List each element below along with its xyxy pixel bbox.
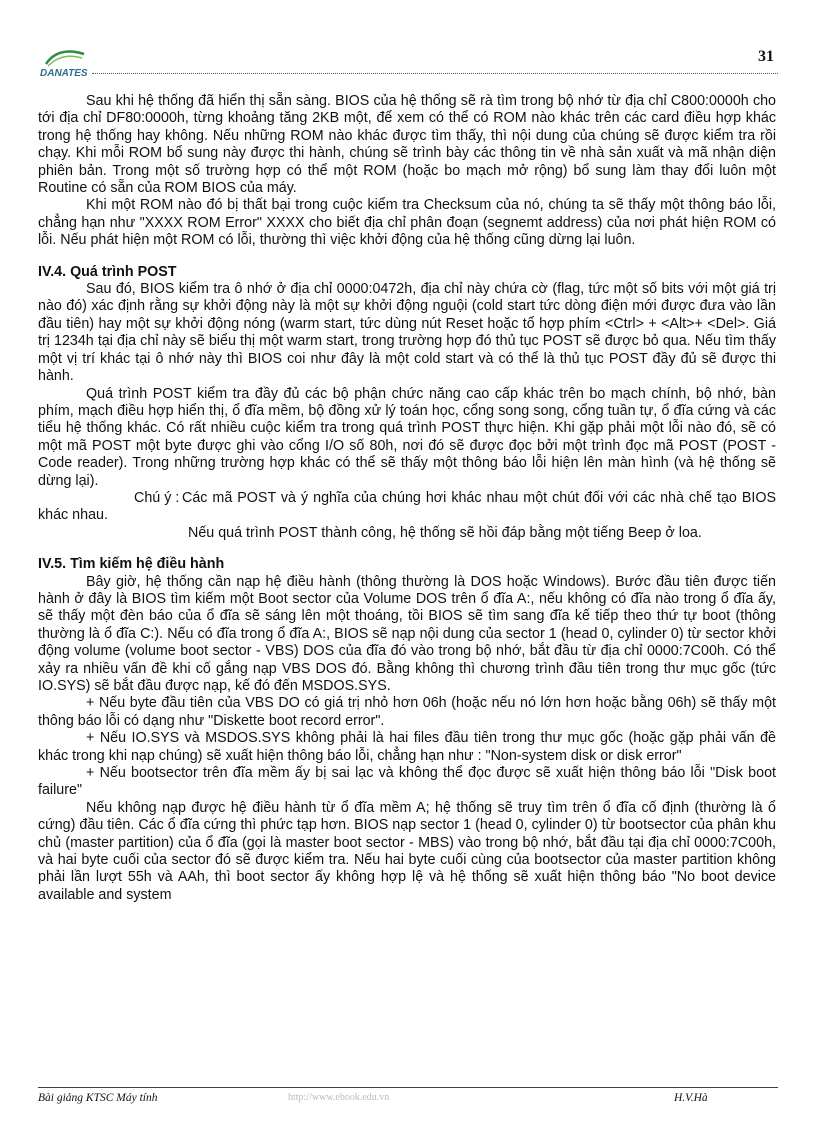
os-search-paragraph-1: Bây giờ, hệ thống cần nạp hệ điều hành (thông thường là DOS hoặc Windows). Bước đầu tiên được tiến hành ở đây là BIOS tìm kiếm một Boot sector của Volume DOS trên ổ đĩa A:, nếu không có đĩa nào trong ổ đĩa ấy, sẽ thấy một đèn báo của ổ đĩa sẽ sáng lên một thoáng, tồi BIOS sẽ tìm sang đĩa kế tiếp theo thứ tự boot (thông thường là ổ đĩa C:). Nếu có đĩa trong ổ đĩa A:, BIOS sẽ nạp nội dung của sector 1 (head 0, cylinder 0) từ sector khởi động volume (volume boot sector - VBS) DOS của đĩa đó vào trong bộ nhớ, bắt đầu từ địa chỉ 0000:7C00h. Có thể xảy ra nhiều vấn đề khi cố gắng nạp VBS DOS đó. Bằng không thì chương trình đầu tiên trong thư mục gốc (tức IO.SYS) sẽ bắt đầu được nạp, kế đó đến MSDOS.SYS. [38,573,776,694]
intro-paragraph-1: Sau khi hệ thống đã hiển thị sẵn sàng. BIOS của hệ thống sẽ rà tìm trong bộ nhớ từ địa chỉ C800:0000h cho tới địa chỉ DF80:0000h, từng khoảng tăng 2KB một, để xem có thể có ROM nào khác trên các card điều hợp khác trong hệ thống hay không. Nếu những ROM nào khác được tìm thấy, thì nội dung của chúng sẽ được kiểm tra rồi chạy. Khi mỗi ROM bổ sung này được thi hành, chúng sẽ trình bày các thông tin về nhà sản xuất và mã nhận diện phiên bản. Trong một số trường hợp có thể một ROM (hoặc bo mạch mở rộng) bổ sung làm thay đổi luôn một Routine có sẵn của ROM BIOS của máy. [38,93,776,197]
post-note-2: Nếu quá trình POST thành công, hệ thống sẽ hồi đáp bằng một tiếng Beep ở loa. [188,524,702,541]
section-heading-post: IV.4. Quá trình POST [38,263,177,280]
intro-paragraph-2: Khi một ROM nào đó bị thất bại trong cuộc kiểm tra Checksum của nó, chúng ta sẽ thấy một thông báo lỗi, chẳng hạn như "XXXX ROM Error" XXXX cho biết địa chỉ phân đoạn (segnemt address) của nơi phát hiện ROM có lỗi. Nếu phát hiện một ROM có lỗi, thường thì việc khởi động của hệ thống cũng dừng lại luôn. [38,197,776,249]
header-divider [92,73,778,74]
os-search-paragraph-2: Nếu không nạp được hệ điều hành từ ổ đĩa mềm A; hệ thống sẽ truy tìm trên ổ đĩa cố định (thường là ổ cứng) đầu tiên. Các ổ đĩa cứng thì phức tạp hơn. BIOS nạp sector 1 (head 0, cylinder 0) từ bootsector của phân khu chủ (master partition) của ổ đĩa (gọi là master boot sector - MBS) vào trong bộ nhớ, bắt đầu tại địa chỉ 0000:7C00h, và hai byte cuối của sector đó sẽ được kiểm tra. Nếu hai byte cuối cùng của bootsector của master partition không phải lần lượt 55h và AAh, thì boot sector ấy không hợp lệ và hệ thống sẽ xuất hiện thông báo "No boot device available and system [38,799,776,903]
section-heading-os-search: IV.5. Tìm kiếm hệ điều hành [38,556,225,573]
page-footer [38,1092,776,1108]
note-label: Chú ý : [134,489,180,506]
footer-divider [38,1087,778,1088]
footer-author: H.V.Hà [674,1092,708,1104]
post-paragraph-1: Sau đó, BIOS kiểm tra ô nhớ ở địa chỉ 0000:0472h, địa chỉ này chứa cờ (flag, tức một số bits với một giá trị nào đó) xác định rằng sự khởi động này là một sự khởi động nguội (cold start tức dòng điện mới được đưa vào lần đầu tiên) hay một sự khởi động nóng (warm start, tức dùng nút Reset hoặc tổ hợp phím <Ctrl> + <Alt>+ <Del>. Giá trị 1234h tại địa chỉ này sẽ biểu thị một warm start, trong trường hợp đó thủ tục POST sẽ được bỏ qua. Nếu tìm thấy một vị trí khác tại ô nhớ này thì BIOS coi như đây là một cold start và có thể là thủ tục POST đầy đủ sẽ được thi hành. [38,281,776,385]
post-paragraph-2: Quá trình POST kiểm tra đầy đủ các bộ phận chức năng cao cấp khác trên bo mạch chính, bộ nhớ, bàn phím, mạch điều hợp hiển thị, ổ đĩa mềm, bộ đồng xử lý toán học, cổng song song, cổng tuần tự, ổ đĩa cứng và các tiểu hệ thống khác. Có rất nhiều cuộc kiểm tra trong quá trình POST thực hiện. Khi gặp phải một lỗi nào đó, sẽ có một mã POST một byte được ghi vào cổng I/O số 80h, nơi đó sẽ được đọc bởi một trình đọc mã POST (POST - Code reader). Trong những trường hợp khác có thể sẽ thấy một thông báo lỗi hiện lên màn hình (và hệ thống sẽ dừng lại). [38,385,776,489]
post-note [38,490,776,525]
os-search-bullet-2: + Nếu IO.SYS và MSDOS.SYS không phải là hai files đầu tiên trong thư mục gốc (hoặc gặp phải vấn đề khác trong khi nạp chúng) sẽ xuất hiện thông báo lỗi, chẳng hạn như : "Non-system disk or disk error" [38,730,776,764]
os-search-bullet-1: + Nếu byte đầu tiên của VBS DO có giá trị nhỏ hơn 06h (hoặc nếu nó lớn hơn hoặc bằng 06h) sẽ thấy một thông báo lỗi có dạng như "Diskette boot record error". [38,695,776,729]
page-number: 31 [758,48,774,65]
danates-logo [38,44,96,82]
logo-text: DANATES [40,68,88,79]
note-text-1: Các mã POST và ý nghĩa của chúng hơi khác nhau một chút đối với các nhà chế tạo BIOS khác nhau. [38,489,776,524]
page-body [38,93,776,904]
footer-watermark-url: http://www.ebook.edu.vn [288,1092,390,1103]
footer-course-title: Bài giảng KTSC Máy tính [38,1092,158,1104]
os-search-bullet-3: + Nếu bootsector trên đĩa mềm ấy bị sai lạc và không thể đọc được sẽ xuất hiện thông báo lỗi "Disk boot failure" [38,765,776,799]
